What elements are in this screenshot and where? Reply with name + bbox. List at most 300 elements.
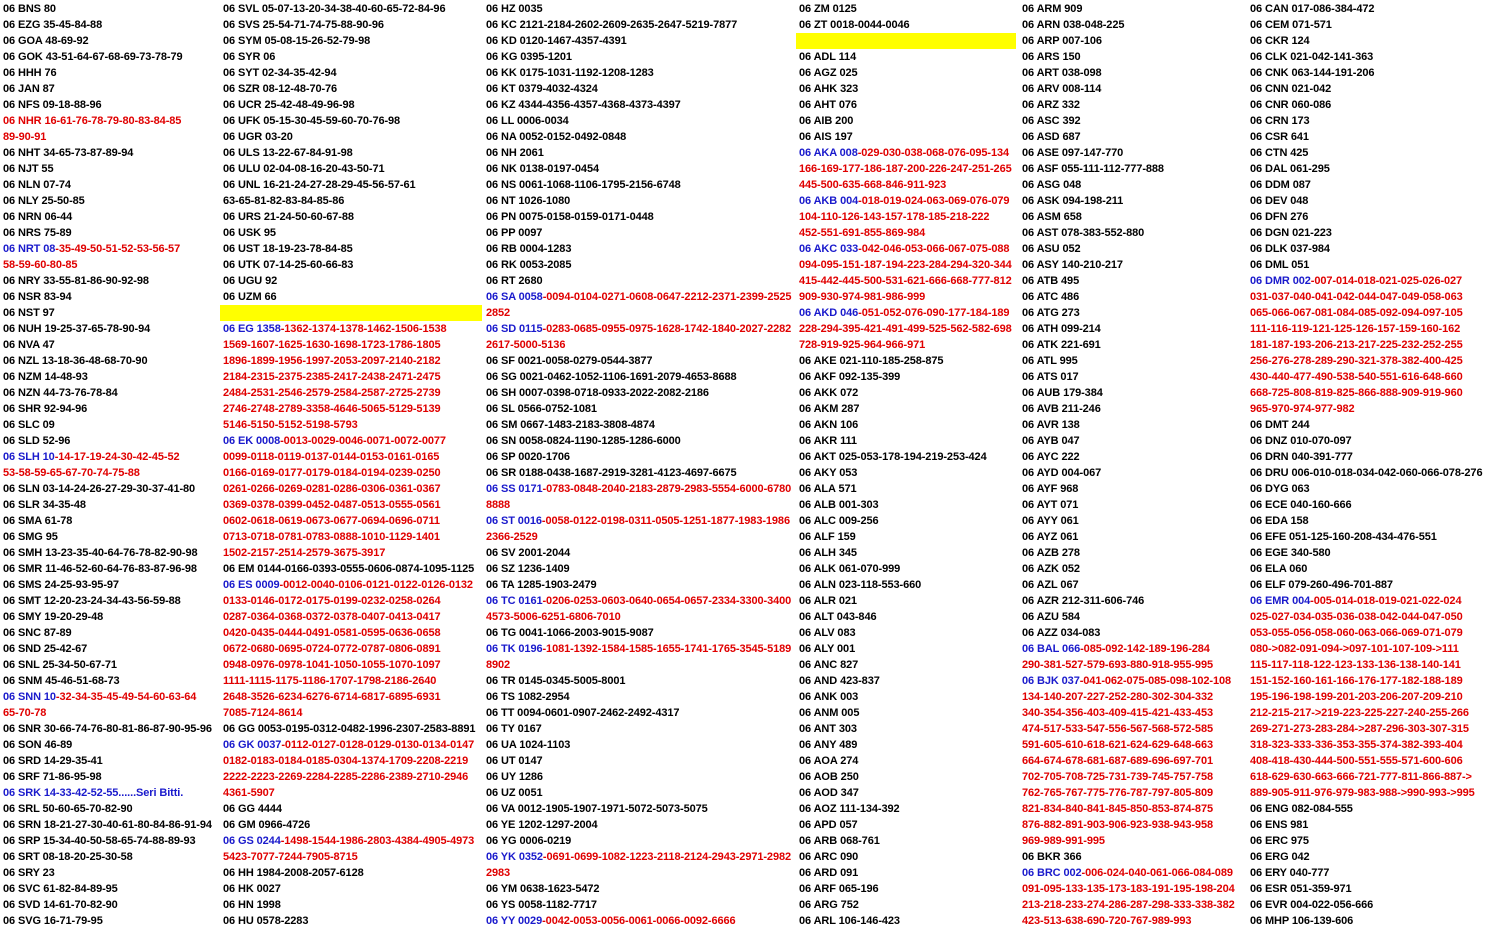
list-item (223, 1, 485, 17)
plate-text: 89-90-91 (3, 131, 47, 143)
plate-text: 06 HZ 0035 (486, 3, 543, 15)
list-item (3, 17, 219, 33)
plate-text: 06 EG 1358 (223, 323, 281, 335)
plate-text: 06 NST 97 (3, 307, 55, 319)
list-item (799, 897, 1019, 913)
plate-text: 06 SR 0188-0438-1687-2919-3281-4123-4697-6675 (486, 467, 737, 479)
list-item (486, 561, 796, 577)
plate-text: 06 UGU 92 (223, 275, 278, 287)
list-item (486, 65, 796, 81)
plate-text: 2222-2223-2269-2284-2285-2286-2389-2710-2946 (223, 771, 469, 783)
plate-text: 0369-0378-0399-0452-0487-0513-0555-0561 (223, 499, 441, 511)
plate-text: 06 CKR 124 (1250, 35, 1310, 47)
plate-text: 06 KG 0395-1201 (486, 51, 572, 63)
plate-text: 2648-3526-6234-6276-6714-6817-6895-6931 (223, 691, 441, 703)
list-item (799, 321, 1019, 337)
list-item (1250, 65, 1490, 81)
list-item (3, 321, 219, 337)
plate-text: 06 SZR 08-12-48-70-76 (223, 83, 338, 95)
list-item (223, 337, 485, 353)
plate-text: 06 ALC 009-256 (799, 515, 879, 527)
list-item (223, 769, 485, 785)
list-item (1022, 785, 1248, 801)
plate-text: 2852 (486, 307, 511, 319)
plate-text: 06 APD 057 (799, 819, 858, 831)
plate-text: -0013-0029-0046-0071-0072-0077 (280, 435, 446, 447)
list-item (486, 417, 796, 433)
list-item (1022, 337, 1248, 353)
list-item (799, 785, 1019, 801)
plate-text: 06 AYC 222 (1022, 451, 1080, 463)
list-item (1250, 641, 1490, 657)
list-item (486, 481, 796, 497)
plate-text: 06 CNN 021-042 (1250, 83, 1332, 95)
plate-text: 06 SLR 34-35-48 (3, 499, 86, 511)
list-item (1022, 529, 1248, 545)
list-item (486, 593, 796, 609)
list-item (1250, 129, 1490, 145)
list-item (799, 225, 1019, 241)
plate-text: 06 GG 4444 (223, 803, 282, 815)
list-item (3, 81, 219, 97)
list-item (486, 177, 796, 193)
plate-text: 06 YE 1202-1297-2004 (486, 819, 598, 831)
list-item (1022, 561, 1248, 577)
plate-text: 969-989-991-995 (1022, 835, 1105, 847)
list-item (486, 209, 796, 225)
plate-text: 0602-0618-0619-0673-0677-0694-0696-0711 (223, 515, 440, 527)
list-item (486, 289, 796, 305)
plate-text: 06 SA 0058 (486, 291, 543, 303)
plate-text: 06 NRY 33-55-81-86-90-92-98 (3, 275, 149, 287)
plate-text: 06 SMY 19-20-29-48 (3, 611, 104, 623)
list-item (486, 545, 796, 561)
plate-text: 06 YM 0638-1623-5472 (486, 883, 600, 895)
plate-text: 06 UCR 25-42-48-49-96-98 (223, 99, 355, 111)
plate-text: 762-765-767-775-776-787-797-805-809 (1022, 787, 1213, 799)
plate-text: 06 KZ 4344-4356-4357-4368-4373-4397 (486, 99, 681, 111)
list-item (486, 305, 796, 321)
list-item (3, 1, 219, 17)
plate-text: 06 NLN 07-74 (3, 179, 71, 191)
plate-text: 06 PP 0097 (486, 227, 543, 239)
plate-text: 228-294-395-421-491-499-525-562-582-698 (799, 323, 1012, 335)
list-item (3, 673, 219, 689)
list-item (3, 305, 219, 321)
plate-text: 06 ASM 658 (1022, 211, 1082, 223)
plate-text: 06 NVA 47 (3, 339, 55, 351)
list-item (1022, 81, 1248, 97)
plate-text: 06 AIS 197 (799, 131, 853, 143)
list-item (1022, 721, 1248, 737)
plate-text: 2617-5000-5136 (486, 339, 566, 351)
plate-text: 876-882-891-903-906-923-938-943-958 (1022, 819, 1213, 831)
list-item (1250, 161, 1490, 177)
plate-text: 06 ATL 995 (1022, 355, 1078, 367)
plate-text: 06 TT 0094-0601-0907-2462-2492-4317 (486, 707, 680, 719)
plate-text: 06 DNZ 010-070-097 (1250, 435, 1352, 447)
plate-text: 06 CAN 017-086-384-472 (1250, 3, 1375, 15)
plate-text: 06 SG 0021-0462-1052-1106-1691-2079-4653-8688 (486, 371, 737, 383)
list-item (223, 177, 485, 193)
plate-text: 06 AOZ 111-134-392 (799, 803, 900, 815)
list-item (799, 305, 1019, 321)
list-item (1250, 753, 1490, 769)
column-4 (799, 1, 1019, 929)
plate-text: -051-052-076-090-177-184-189 (858, 307, 1010, 319)
plate-text: 06 HH 1984-2008-2057-6128 (223, 867, 364, 879)
list-item (3, 801, 219, 817)
list-item (1250, 433, 1490, 449)
list-item (1250, 193, 1490, 209)
list-item (1022, 209, 1248, 225)
list-item (3, 705, 219, 721)
list-item (486, 673, 796, 689)
list-item (1022, 289, 1248, 305)
list-item (799, 865, 1019, 881)
plate-text: 06 SNC 87-89 (3, 627, 72, 639)
plate-text: 115-117-118-122-123-133-136-138-140-141 (1250, 659, 1461, 671)
list-item (3, 113, 219, 129)
plate-text: 06 NK 0138-0197-0454 (486, 163, 599, 175)
list-item (799, 609, 1019, 625)
plate-text: 080->082-091-094->097-101-107-109->111 (1250, 643, 1459, 655)
plate-text: 06 SL 0566-0752-1081 (486, 403, 597, 415)
plate-text: 104-110-126-143-157-178-185-218-222 (799, 211, 990, 223)
list-item (1250, 673, 1490, 689)
plate-text: 06 ATS 017 (1022, 371, 1079, 383)
list-item (3, 225, 219, 241)
plate-text: 06 ASF 055-111-112-777-888 (1022, 163, 1164, 175)
list-item (223, 193, 485, 209)
plate-text: 06 YK 0352 (486, 851, 543, 863)
plate-text: 06 CLK 021-042-141-363 (1250, 51, 1374, 63)
plate-text: 06 RK 0053-2085 (486, 259, 572, 271)
list-item (3, 273, 219, 289)
list-item (1250, 369, 1490, 385)
plate-text: 06 ASK 094-198-211 (1022, 195, 1124, 207)
plate-text: 06 KT 0379-4032-4324 (486, 83, 598, 95)
list-item (1250, 241, 1490, 257)
plate-text: 06 KD 0120-1467-4357-4391 (486, 35, 627, 47)
list-item (1022, 497, 1248, 513)
plate-text: 06 DAL 061-295 (1250, 163, 1330, 175)
plate-text: 06 ARG 752 (799, 899, 859, 911)
plate-text: 06 GK 0037 (223, 739, 282, 751)
plate-text: 06 EZG 35-45-84-88 (3, 19, 103, 31)
plate-text: 0420-0435-0444-0491-0581-0595-0636-0658 (223, 627, 441, 639)
list-item (223, 353, 485, 369)
list-item (1022, 97, 1248, 113)
list-item (1250, 529, 1490, 545)
list-item (223, 865, 485, 881)
list-item (1250, 497, 1490, 513)
list-item (3, 161, 219, 177)
plate-text: 06 ATB 495 (1022, 275, 1080, 287)
list-item (486, 897, 796, 913)
list-item (799, 737, 1019, 753)
plate-text: 06 ARC 090 (799, 851, 859, 863)
plate-text: 06 NS 0061-1068-1106-1795-2156-6748 (486, 179, 681, 191)
list-item (223, 529, 485, 545)
list-item (1250, 721, 1490, 737)
list-item (1250, 865, 1490, 881)
plate-text: 06 NSR 83-94 (3, 291, 72, 303)
plate-text: -1362-1374-1378-1462-1506-1538 (280, 323, 447, 335)
plate-text: 06 CNR 060-086 (1250, 99, 1332, 111)
column-1 (3, 1, 219, 929)
list-item (3, 97, 219, 113)
plate-text: 06 AZR 212-311-606-746 (1022, 595, 1145, 607)
plate-text: 06 NJT 55 (3, 163, 54, 175)
plate-text: 06 BJK 037 (1022, 675, 1080, 687)
list-item (799, 817, 1019, 833)
list-item (223, 673, 485, 689)
list-item (1022, 817, 1248, 833)
plate-text: 0287-0364-0368-0372-0378-0407-0413-0417 (223, 611, 441, 623)
list-item (799, 113, 1019, 129)
list-item (486, 577, 796, 593)
plate-text: 06 EFE 051-125-160-208-434-476-551 (1250, 531, 1437, 543)
plate-text: 06 TC 0161 (486, 595, 543, 607)
plate-text: 06 SZ 1236-1409 (486, 563, 570, 575)
list-item (799, 161, 1019, 177)
plate-text: 06 SND 25-42-67 (3, 643, 88, 655)
plate-text: 06 YS 0058-1182-7717 (486, 899, 597, 911)
plate-text: -0283-0685-0955-0975-1628-1742-1840-2027-2282 (542, 323, 792, 335)
list-item (1022, 177, 1248, 193)
plate-text: 06 DRU 006-010-018-034-042-060-066-078-276 (1250, 467, 1483, 479)
list-item (1022, 305, 1248, 321)
plate-text: 06 CSR 641 (1250, 131, 1309, 143)
list-item (486, 609, 796, 625)
list-item (1022, 593, 1248, 609)
plate-text: 06 SRN 18-21-27-30-40-61-80-84-86-91-94 (3, 819, 212, 831)
plate-text: 06 AKT 025-053-178-194-219-253-424 (799, 451, 987, 463)
list-item (1250, 417, 1490, 433)
list-item (3, 881, 219, 897)
list-item (3, 545, 219, 561)
list-item (1250, 609, 1490, 625)
plate-text: 06 ARZ 332 (1022, 99, 1080, 111)
plate-text: 06 AGZ 025 (799, 67, 858, 79)
plate-text: 195-196-198-199-201-203-206-207-209-210 (1250, 691, 1463, 703)
list-item (1022, 545, 1248, 561)
plate-text: 025-027-034-035-036-038-042-044-047-050 (1250, 611, 1463, 623)
plate-text: 8902 (486, 659, 511, 671)
list-item (1022, 417, 1248, 433)
list-item (1250, 273, 1490, 289)
plate-text: 06 AYF 968 (1022, 483, 1079, 495)
plate-text: -006-024-040-061-066-084-089 (1081, 867, 1233, 879)
list-item (3, 129, 219, 145)
plate-text: 06 NA 0052-0152-0492-0848 (486, 131, 627, 143)
plate-text: 06 UGR 03-20 (223, 131, 293, 143)
plate-text: -042-046-053-066-067-075-088 (858, 243, 1010, 255)
plate-text: 06 RT 2680 (486, 275, 543, 287)
plate-text: 06 HHH 76 (3, 67, 57, 79)
plate-text: 06 ARP 007-106 (1022, 35, 1102, 47)
list-item (223, 161, 485, 177)
list-item (223, 849, 485, 865)
list-item (1250, 513, 1490, 529)
plate-text: 06 AKR 111 (799, 435, 857, 447)
list-item (486, 913, 796, 929)
list-item (1022, 865, 1248, 881)
list-item (3, 177, 219, 193)
list-item (486, 785, 796, 801)
plate-text: 06 SNN 10 (3, 691, 56, 703)
plate-text: 5146-5150-5152-5198-5793 (223, 419, 358, 431)
plate-text: 06 EK 0008 (223, 435, 281, 447)
list-item (3, 913, 219, 929)
list-item (486, 465, 796, 481)
list-item (1250, 449, 1490, 465)
plate-text: 06 SLC 09 (3, 419, 55, 431)
list-item (1022, 353, 1248, 369)
plate-text: 031-037-040-041-042-044-047-049-058-063 (1250, 291, 1463, 303)
plate-text: 0948-0976-0978-1041-1050-1055-1070-1097 (223, 659, 441, 671)
list-item (1250, 833, 1490, 849)
list-item (223, 785, 485, 801)
plate-text: 06 AHK 323 (799, 83, 859, 95)
plate-text: 06 ARS 150 (1022, 51, 1081, 63)
list-item (223, 641, 485, 657)
list-item (223, 513, 485, 529)
plate-text: 06 ENS 981 (1250, 819, 1309, 831)
list-item (1250, 705, 1490, 721)
plate-text: 2366-2529 (486, 531, 538, 543)
list-item (799, 801, 1019, 817)
plate-text: 06 SMT 12-20-23-24-34-43-56-59-88 (3, 595, 181, 607)
list-item (3, 481, 219, 497)
plate-text: 1502-2157-2514-2579-3675-3917 (223, 547, 386, 559)
plate-text: 06 ESR 051-359-971 (1250, 883, 1352, 895)
plate-text: 664-674-678-681-687-689-696-697-701 (1022, 755, 1213, 767)
plate-text: 06 ARF 065-196 (799, 883, 879, 895)
plate-text: 06 SM 0667-1483-2183-3808-4874 (486, 419, 655, 431)
list-item (1250, 113, 1490, 129)
list-item (486, 833, 796, 849)
list-item (799, 433, 1019, 449)
list-item (1250, 689, 1490, 705)
plate-text: 134-140-207-227-252-280-302-304-332 (1022, 691, 1213, 703)
list-item (1250, 561, 1490, 577)
plate-text: 06 HU 0578-2283 (223, 915, 309, 927)
plate-text: 06 ALH 345 (799, 547, 857, 559)
list-item (799, 833, 1019, 849)
plate-text: 212-215-217->219-223-225-227-240-255-266 (1250, 707, 1469, 719)
list-item (1022, 465, 1248, 481)
plate-text: 06 AKF 092-135-399 (799, 371, 901, 383)
list-item (223, 465, 485, 481)
plate-text: -041-062-075-085-098-102-108 (1079, 675, 1232, 687)
plate-text: 06 SP 0020-1706 (486, 451, 570, 463)
list-item (223, 481, 485, 497)
plate-text: 06 CRN 173 (1250, 115, 1310, 127)
list-item (799, 721, 1019, 737)
list-item (1022, 193, 1248, 209)
list-item (486, 721, 796, 737)
plate-text: 06 AHT 076 (799, 99, 857, 111)
list-item (1022, 913, 1248, 929)
list-item (223, 321, 485, 337)
list-item (1022, 129, 1248, 145)
plate-text: 430-440-477-490-538-540-551-616-648-660 (1250, 371, 1463, 383)
list-item (1022, 849, 1248, 865)
list-item (1250, 545, 1490, 561)
plate-text: 06 SLD 52-96 (3, 435, 71, 447)
plate-text: 06 AYB 047 (1022, 435, 1080, 447)
plate-text: 06 SRY 23 (3, 867, 55, 879)
plate-text: 06 VA 0012-1905-1907-1971-5072-5073-5075 (486, 803, 708, 815)
plate-text: 06 ANT 303 (799, 723, 857, 735)
list-item (799, 257, 1019, 273)
plate-text: 06 SVC 61-82-84-89-95 (3, 883, 118, 895)
plate-text: 06 NRN 06-44 (3, 211, 73, 223)
list-item (799, 337, 1019, 353)
list-item (1022, 689, 1248, 705)
plate-text: 0261-0266-0269-0281-0286-0306-0361-0367 (223, 483, 441, 495)
plate-text: 06 ANM 005 (799, 707, 860, 719)
plate-text: 53-58-59-65-67-70-74-75-88 (3, 467, 140, 479)
list-item (3, 353, 219, 369)
plate-text: 4361-5907 (223, 787, 275, 799)
plate-text: 0166-0169-0177-0179-0184-0194-0239-0250 (223, 467, 441, 479)
list-item (799, 17, 1019, 33)
plate-text: 06 KK 0175-1031-1192-1208-1283 (486, 67, 654, 79)
list-item (799, 129, 1019, 145)
plate-text: 256-276-278-289-290-321-378-382-400-425 (1250, 355, 1463, 367)
list-item (799, 753, 1019, 769)
plate-text: 06 SYR 06 (223, 51, 276, 63)
list-item (3, 529, 219, 545)
list-item (223, 81, 485, 97)
plate-text: 269-271-273-283-284->287-296-303-307-315 (1250, 723, 1469, 735)
list-item (486, 145, 796, 161)
plate-text: 111-116-119-121-125-126-157-159-160-162 (1250, 323, 1461, 335)
plate-text: 06 BNS 80 (3, 3, 56, 15)
list-item (486, 321, 796, 337)
list-item (799, 241, 1019, 257)
plate-text: 06 AKM 287 (799, 403, 860, 415)
plate-text: 06 TG 0041-1066-2003-9015-9087 (486, 627, 654, 639)
plate-text: 06 BRC 002 (1022, 867, 1082, 879)
list-item (1022, 321, 1248, 337)
list-item (223, 657, 485, 673)
plate-text: 06 SLH 10 (3, 451, 55, 463)
plate-text: 06 DDM 087 (1250, 179, 1311, 191)
list-item (486, 129, 796, 145)
plate-text: 06 ELA 060 (1250, 563, 1308, 575)
list-item (1250, 97, 1490, 113)
list-item (1250, 737, 1490, 753)
list-item (799, 497, 1019, 513)
list-item (3, 257, 219, 273)
list-item (799, 465, 1019, 481)
plate-text: -14-17-19-24-30-42-45-52 (54, 451, 180, 463)
list-item (799, 849, 1019, 865)
plate-text: 06 DRN 040-391-777 (1250, 451, 1353, 463)
plate-text: 1111-1115-1175-1186-1707-1798-2186-2640 (223, 675, 437, 687)
plate-text: 2484-2531-2546-2579-2584-2587-2725-2739 (223, 387, 441, 399)
list-item (799, 673, 1019, 689)
list-item (223, 545, 485, 561)
plate-text: 06 NLY 25-50-85 (3, 195, 85, 207)
list-item (1250, 465, 1490, 481)
plate-text: 06 ATH 099-214 (1022, 323, 1101, 335)
list-item (3, 289, 219, 305)
